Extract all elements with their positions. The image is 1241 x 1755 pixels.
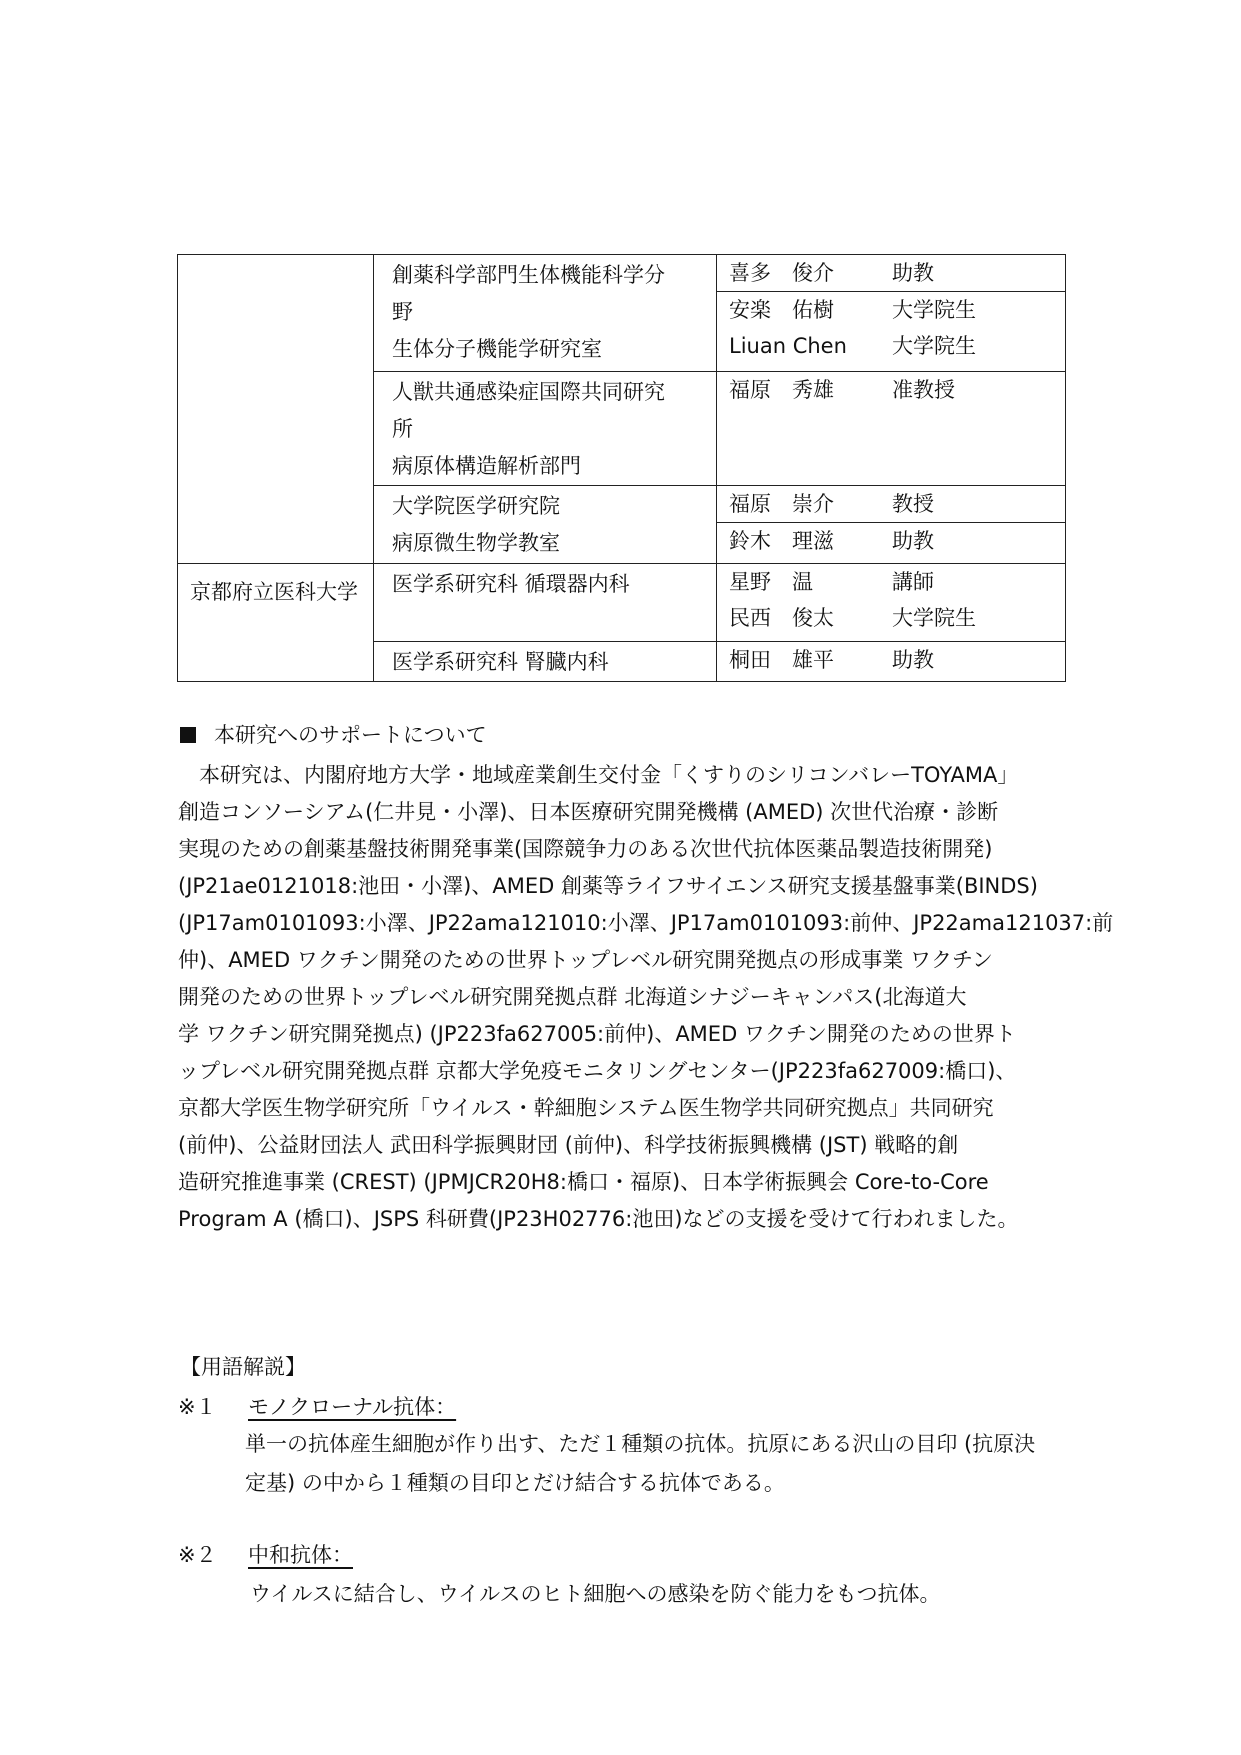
person-row <box>717 486 1065 523</box>
definition-line: ウイルスに結合し、ウイルスのヒト細胞への感染を防ぐ能力をもつ抗体。 <box>250 1582 941 1606</box>
department-cell <box>374 372 717 486</box>
support-paragraph <box>178 757 1114 1238</box>
institution-cell <box>178 564 374 682</box>
person-row <box>717 564 1065 600</box>
term-definition <box>250 1575 940 1614</box>
person-role: 講師 <box>892 570 934 594</box>
definition-line: 定基) の中から１種類の目印とだけ結合する抗体である。 <box>245 1471 785 1495</box>
support-heading-text: 本研究へのサポートについて <box>214 723 487 747</box>
support-line: (JP21ae0121018:池田・小澤)、AMED 創薬等ライフサイエンス研究支援基盤事業(BINDS) <box>178 874 1038 898</box>
term-definition <box>245 1425 1035 1503</box>
glossary-term <box>178 1391 456 1421</box>
person-name: 福原 秀雄 <box>729 378 834 402</box>
department-line: 創薬科学部門生体機能科学分 <box>392 263 665 287</box>
department-line: 所 <box>392 417 413 441</box>
support-line: Program A (橋口)、JSPS 科研費(JP23H02776:池田)などの支援を受けて行われました。 <box>178 1207 1019 1231</box>
department-cell <box>374 486 717 564</box>
person-role: 助教 <box>892 529 934 553</box>
people-cell <box>717 486 1066 564</box>
square-bullet-icon <box>180 727 196 743</box>
person-role: 准教授 <box>892 378 955 402</box>
support-line: (前仲)、公益財団法人 武田科学振興財団 (前仲)、科学技術振興機構 (JST) 戦略的創 <box>178 1133 959 1157</box>
person-role: 助教 <box>892 648 934 672</box>
person-row <box>717 642 1065 678</box>
person-role: 大学院生 <box>892 298 976 322</box>
people-cell <box>717 372 1066 486</box>
table-row <box>178 564 1066 642</box>
person-name: Liuan Chen <box>729 334 847 358</box>
institution-name <box>178 255 373 265</box>
support-line: 本研究は、内閣府地方大学・地域産業創生交付金「くすりのシリコンバレーTOYAMA」 <box>178 763 1019 787</box>
person-row <box>717 328 1065 364</box>
department-line: 病原微生物学教室 <box>392 531 560 555</box>
person-name: 桐田 雄平 <box>729 648 834 672</box>
support-line: ップレベル研究開発拠点群 京都大学免疫モニタリングセンター(JP223fa627009:橋口)、 <box>178 1059 1017 1083</box>
person-name: 喜多 俊介 <box>729 261 834 285</box>
support-line: 開発のための世界トップレベル研究開発拠点群 北海道シナジーキャンパス(北海道大 <box>178 985 967 1009</box>
department-cell <box>374 564 717 642</box>
person-role: 大学院生 <box>892 606 976 630</box>
person-row <box>717 372 1065 408</box>
glossary-title: 【用語解説】 <box>180 1355 306 1379</box>
person-role: 助教 <box>892 261 934 285</box>
person-row <box>717 523 1065 559</box>
person-row <box>717 292 1065 328</box>
department-cell <box>374 642 717 682</box>
term-label: モノクローナル抗体： <box>248 1395 457 1419</box>
person-name: 鈴木 理滋 <box>729 529 834 553</box>
department-line: 病原体構造解析部門 <box>392 454 581 478</box>
department-line: 医学系研究科 循環器内科 <box>392 572 630 596</box>
institution-cell <box>178 255 374 564</box>
department-line: 人獣共通感染症国際共同研究 <box>392 380 665 404</box>
person-name: 星野 温 <box>729 570 813 594</box>
department-line: 医学系研究科 腎臓内科 <box>392 650 609 674</box>
people-cell <box>717 642 1066 682</box>
table-row <box>178 255 1066 372</box>
department-line: 生体分子機能学研究室 <box>392 337 602 361</box>
person-name: 福原 崇介 <box>729 492 834 516</box>
support-line: 創造コンソーシアム(仁井見・小澤)、日本医療研究開発機構 (AMED) 次世代治療・診断 <box>178 800 999 824</box>
person-row <box>717 255 1065 292</box>
support-line: 学 ワクチン研究開発拠点) (JP223fa627005:前仲)、AMED ワクチン開発のための世界ト <box>178 1022 1016 1046</box>
support-line: 京都大学医生物学研究所「ウイルス・幹細胞システム医生物学共同研究拠点」共同研究 <box>178 1096 994 1120</box>
department-line: 野 <box>392 300 413 324</box>
person-name: 安楽 佑樹 <box>729 298 834 322</box>
definition-line: 単一の抗体産生細胞が作り出す、ただ１種類の抗体。抗原にある沢山の目印 (抗原決 <box>245 1432 1036 1456</box>
department-cell <box>374 255 717 372</box>
support-line: 造研究推進事業 (CREST) (JPMJCR20H8:橋口・福原)、日本学術振興会 Core-to-Core <box>178 1170 989 1194</box>
support-line: 実現のための創薬基盤技術開発事業(国際競争力のある次世代抗体医薬品製造技術開発) <box>178 837 993 861</box>
person-role: 教授 <box>892 492 934 516</box>
term-number: ※１ <box>178 1395 217 1419</box>
researcher-table <box>177 254 1066 682</box>
people-cell <box>717 564 1066 642</box>
support-line: 仲)、AMED ワクチン開発のための世界トップレベル研究開発拠点の形成事業 ワクチン <box>178 948 993 972</box>
institution-name: 京都府立医科大学 <box>190 580 358 604</box>
people-cell <box>717 255 1066 372</box>
glossary-term <box>178 1539 353 1569</box>
person-row <box>717 600 1065 636</box>
person-name: 民西 俊太 <box>729 606 834 630</box>
department-line: 大学院医学研究院 <box>392 494 560 518</box>
term-number: ※２ <box>178 1543 217 1567</box>
person-role: 大学院生 <box>892 334 976 358</box>
term-label: 中和抗体： <box>248 1543 353 1567</box>
support-line: (JP17am0101093:小澤、JP22ama121010:小澤、JP17am0101093:前仲、JP22ama121037:前 <box>178 911 1114 935</box>
support-heading <box>180 718 487 752</box>
